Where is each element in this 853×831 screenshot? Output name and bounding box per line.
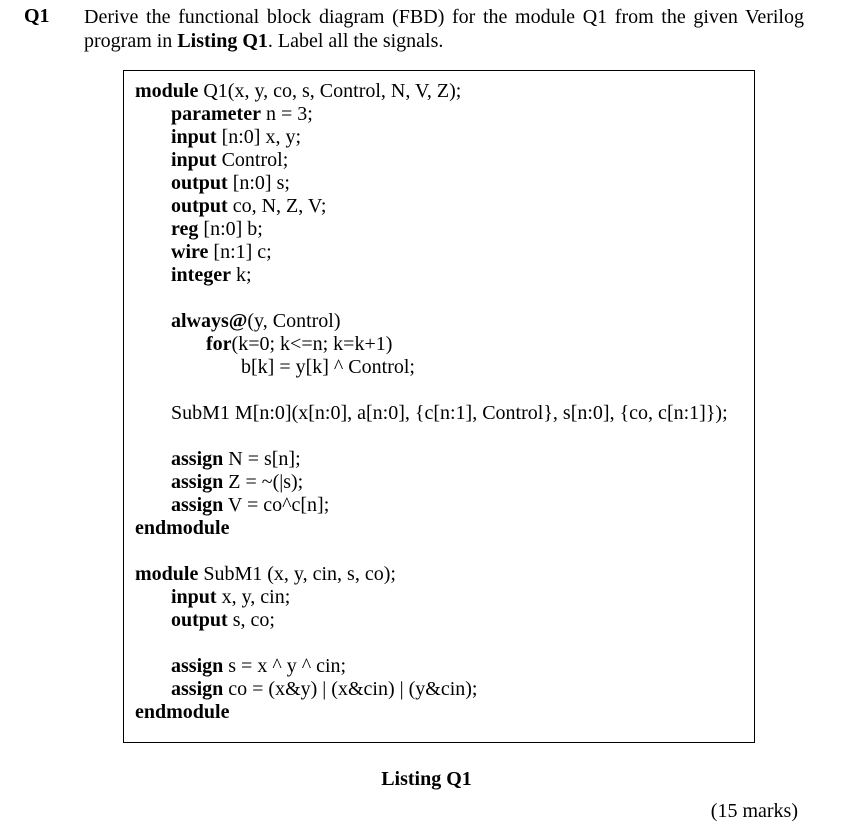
code-line bbox=[241, 355, 415, 379]
code-keyword: endmodule bbox=[135, 701, 230, 723]
code-text: Q1(x, y, co, s, Control, N, V, Z); bbox=[198, 80, 462, 102]
marks-label: (15 marks) bbox=[710, 800, 798, 822]
code-keyword: assign bbox=[171, 678, 224, 700]
code-keyword: assign bbox=[171, 471, 224, 493]
code-line bbox=[135, 562, 396, 586]
question-text bbox=[84, 5, 804, 53]
code-keyword: module bbox=[135, 563, 199, 585]
code-keyword: input bbox=[171, 149, 217, 171]
code-text: Z = ~(|s); bbox=[223, 471, 304, 493]
code-text: co, N, Z, V; bbox=[227, 195, 327, 217]
code-line bbox=[135, 700, 229, 724]
code-text: N = s[n]; bbox=[223, 448, 301, 470]
code-line bbox=[171, 263, 252, 287]
code-text: [n:0] x, y; bbox=[216, 126, 302, 148]
code-text: [n:0] b; bbox=[198, 218, 263, 240]
code-keyword: integer bbox=[171, 264, 231, 286]
code-text: s, co; bbox=[227, 609, 275, 631]
question-number: Q1 bbox=[24, 5, 50, 27]
code-keyword: endmodule bbox=[135, 517, 230, 539]
code-line bbox=[171, 493, 329, 517]
code-text: x, y, cin; bbox=[216, 586, 291, 608]
code-text: [n:0] s; bbox=[227, 172, 290, 194]
code-line bbox=[171, 194, 326, 218]
code-line bbox=[206, 332, 392, 356]
code-listing-box bbox=[123, 70, 755, 743]
code-text: k; bbox=[230, 264, 252, 286]
code-text: (y, Control) bbox=[247, 310, 341, 332]
code-line bbox=[171, 447, 301, 471]
listing-caption: Listing Q1 bbox=[381, 768, 472, 790]
code-keyword: assign bbox=[171, 494, 224, 516]
code-keyword: reg bbox=[171, 218, 199, 240]
code-text: s = x ^ y ^ cin; bbox=[223, 655, 347, 677]
question-line-2-start: program in bbox=[84, 30, 178, 52]
code-keyword: for bbox=[206, 333, 232, 355]
code-keyword: wire bbox=[171, 241, 209, 263]
code-line bbox=[171, 125, 301, 149]
code-keyword: module bbox=[135, 80, 199, 102]
code-line bbox=[171, 148, 288, 172]
code-line bbox=[171, 217, 263, 241]
question-line-1: Derive the functional block diagram (FBD) for the module Q1 from the given Verilog bbox=[84, 6, 804, 28]
code-line bbox=[171, 677, 477, 701]
code-keyword: input bbox=[171, 586, 217, 608]
code-keyword: assign bbox=[171, 655, 224, 677]
code-line bbox=[171, 608, 275, 632]
code-text: b[k] = y[k] ^ Control; bbox=[241, 356, 415, 378]
code-keyword: output bbox=[171, 609, 228, 631]
question-line-2 bbox=[84, 30, 443, 52]
code-text: [n:1] c; bbox=[208, 241, 272, 263]
code-keyword: output bbox=[171, 172, 228, 194]
code-line bbox=[135, 516, 229, 540]
code-line bbox=[171, 654, 346, 678]
code-line bbox=[171, 585, 290, 609]
code-text: (k=0; k<=n; k=k+1) bbox=[231, 333, 393, 355]
code-line bbox=[171, 240, 272, 264]
code-keyword: assign bbox=[171, 448, 224, 470]
code-text: co = (x&y) | (x&cin) | (y&cin); bbox=[223, 678, 478, 700]
code-line bbox=[171, 102, 313, 126]
question-line-2-end: . Label all the signals. bbox=[267, 30, 444, 52]
listing-reference: Listing Q1 bbox=[177, 30, 268, 52]
code-keyword: parameter bbox=[171, 103, 261, 125]
code-keyword: output bbox=[171, 195, 228, 217]
code-text: V = co^c[n]; bbox=[223, 494, 330, 516]
code-line bbox=[135, 79, 461, 103]
code-line bbox=[171, 309, 341, 333]
code-line bbox=[171, 401, 728, 425]
code-text: SubM1 (x, y, cin, s, co); bbox=[198, 563, 396, 585]
code-line bbox=[171, 171, 290, 195]
code-keyword: input bbox=[171, 126, 217, 148]
code-text: n = 3; bbox=[260, 103, 313, 125]
code-text: Control; bbox=[216, 149, 289, 171]
code-text: SubM1 M[n:0](x[n:0], a[n:0], {c[n:1], Control}, s[n:0], {co, c[n:1]}); bbox=[171, 402, 728, 424]
code-line bbox=[171, 470, 303, 494]
code-keyword: always@ bbox=[171, 310, 248, 332]
